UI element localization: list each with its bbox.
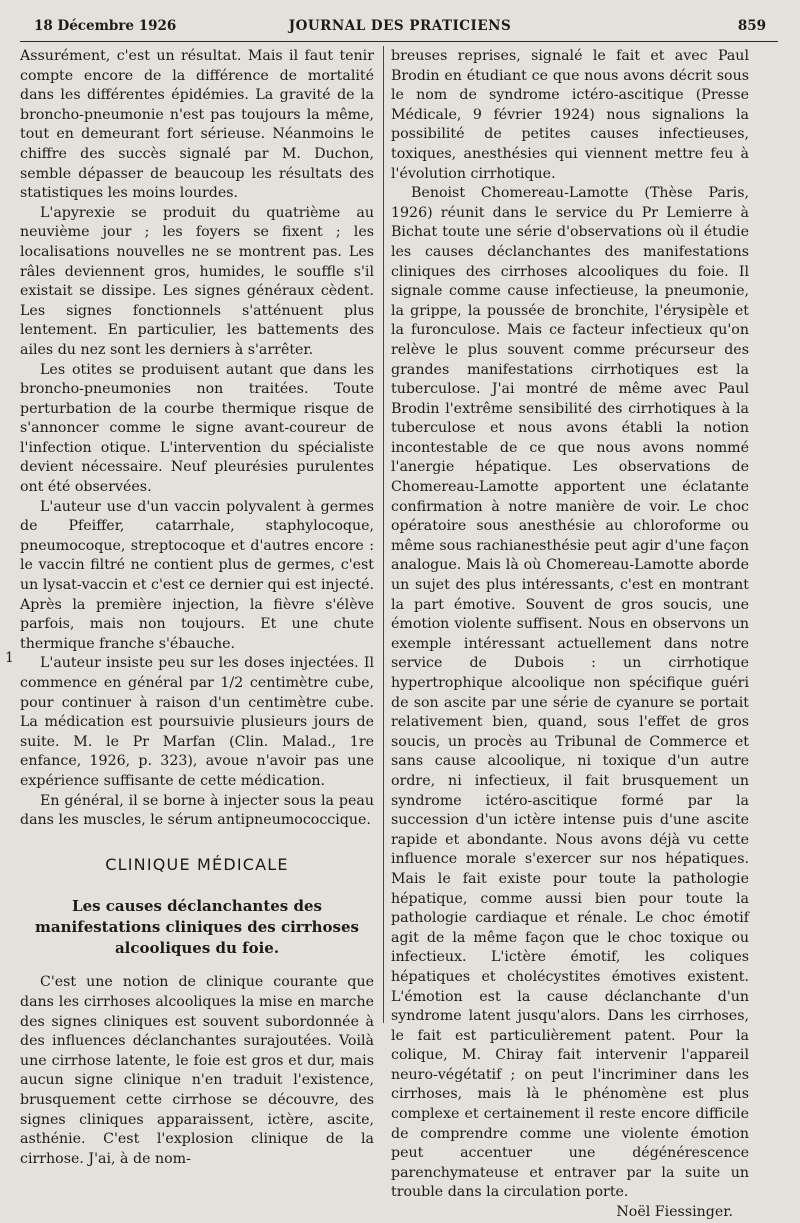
header-journal-title: JOURNAL DES PRATICIENS	[288, 18, 512, 34]
right-paragraph-1: breuses reprises, signalé le fait et avec Paul Brodin en étudiant ce que nous avons décrit sous le nom de syndrome ictéro-ascitique (Presse Médicale, 9 février 1924) nous signalions la possibilité de petites causes infectieuses, toxiques, anesthésies qui viennent mettre feu à l'évolution cirrhotique.	[391, 48, 749, 182]
left-paragraph-5: L'auteur insiste peu sur les doses injectées. Il commence en général par 1/2 centimètre cube, pour continuer à raison d'un centimètre cube. La médication est poursuivie plusieurs jours de suite. M. le Pr Marfan (Clin. Malad., 1re enfance, 1926, p. 323), avoue n'avoir pas une expérience suffisante de cette médication.	[20, 655, 374, 789]
left-paragraph-2: L'apyrexie se produit du quatrième au neuvième jour ; les foyers se fixent ; les localisations nouvelles ne se montrent pas. Les râles deviennent gros, humides, le souffle s'il existait se dissipe. Les signes généraux cèdent. Les signes fonctionnels s'atténuent plus lentement. En particulier, les battements des ailes du nez sont les derniers à s'arrêter.	[20, 204, 374, 358]
column-divider	[383, 46, 384, 1023]
running-header	[34, 18, 766, 40]
left-paragraph-6: En général, il se borne à injecter sous la peau dans les muscles, le sérum antipneumococcique.	[20, 792, 374, 829]
right-column	[391, 47, 749, 1221]
section-heading: CLINIQUE MÉDICALE	[105, 854, 289, 874]
left-paragraph-1: Assurément, c'est un résultat. Mais il faut tenir compte encore de la différence de mortalité dans les différentes épidémies. La gravité de la broncho-pneumonie n'est pas toujours la même, tout en demeurant fort sérieuse. Néanmoins le chiffre des succès signalé par M. Duchon, semble dépasser de beaucoup les résultats des statistiques les moins lourdes.	[20, 48, 374, 202]
left-paragraph-7: C'est une notion de clinique courante que dans les cirrhoses alcooliques la mise en marche des signes cliniques est souvent subordonnée à des influences déclanchantes surajoutées. Voilà une cirrhose latente, le foie est gros et dur, mais aucun signe clinique n'en traduit l'existence, brusquement cette cirrhose se découvre, des signes cliniques apparaissent, ictère, ascite, asthénie. C'est l'explosion clinique de la cirrhose. J'ai, à de nom-	[20, 974, 374, 1167]
margin-mark: 1	[5, 650, 14, 666]
header-date: 18 Décembre 1926	[34, 18, 177, 34]
left-column	[20, 47, 374, 1167]
left-paragraph-3: Les otites se produisent autant que dans les broncho-pneumonies non traitées. Toute perturbation de la courbe thermique risque de s'annoncer comme le signe avant-coureur de l'infection otique. L'intervention du spécialiste devient nécessaire. Neuf pleurésies purulentes ont été observées.	[20, 361, 374, 496]
author-signature: Noël Fiessinger.	[616, 1204, 733, 1221]
right-paragraph-2: Benoist Chomereau-Lamotte (Thèse Paris, 1926) réunit dans le service du Pr Lemierre à Bichat toute une série d'observations où il étudie les causes déclanchantes des manifestations cliniques des cirrhoses alcooliques du foie. Il signale comme cause infectieuse, la pneumonie, la grippe, la poussée de bronchite, l'érysipèle et la furonculose. Mais ce facteur infectieux qu'on relève le plus souvent comme précurseur des grandes manifestations cirrhotiques est la tuberculose. J'ai montré de même avec Paul Brodin l'extrême sensibilité des cirrhotiques à la tuberculose et nous avons établi la notion incontestable de ce que nous avons nommé l'anergie hépatique. Les observations de Chomereau-Lamotte apportent une éclatante confirmation à notre manière de voir. Le choc opératoire sous anesthésie au chloroforme ou même sous rachianesthésie peut agir d'une façon analogue. Mais là où Chomereau-Lamotte aborde un sujet des plus intéressants, c'est en montrant la part émotive. Souvent de gros soucis, une émotion violente suffisent. Nous en observons un exemple intéressant actuellement dans notre service de Dubois : un cirrhotique hypertrophique alcoolique non spécifique guéri de son ascite par une série de cyanure se portait relativement bien, quand, sous l'effet de gros soucis, un procès au Tribunal de Commerce et sans cause alcoolique, ni toxique d'un autre ordre, ni infectieux, il fait brusquement un syndrome ictéro-ascitique formé par la succession d'un ictère intense puis d'une ascite rapide et abondante. Nous avons déjà vu cette influence morale s'exercer sur nos hépatiques. Mais le fait existe pour toute la pathologie hépatique, comme aussi bien pour toute la pathologie cardiaque et rénale. Le choc émotif agit de la même façon que le choc toxique ou infectieux. L'ictère émotif, les coliques hépatiques et cholécystites émotives existent. L'émotion est la cause déclanchante d'un syndrome latent jusqu'alors. Dans les cirrhoses, le fait est particulièrement patent. Pour la colique, M. Chiray fait intervenir l'appareil neuro-végétatif ; on peut l'incriminer dans les cirrhoses, mais là le phénomène est plus complexe et certainement il reste encore difficile de comprendre comme une violente émotion peut accentuer une dégénérescence parenchymateuse et entraver par la suite un trouble dans la circulation porte.	[391, 185, 749, 1201]
left-paragraph-4: L'auteur use d'un vaccin polyvalent à germes de Pfeiffer, catarrhale, staphylocoque, pneumocoque, streptocoque et d'autres encore : le vaccin filtré ne contient plus de germes, c'est un lysat-vaccin et c'est ce dernier qui est injecté. Après la première injection, la fièvre s'élève parfois, mais non toujours. Et une chute thermique franche s'ébauche.	[20, 498, 374, 652]
article-title: Les causes déclanchantes des manifestations cliniques des cirrhoses alcooliques du foie.	[35, 897, 359, 958]
header-page-number: 859	[737, 18, 766, 34]
header-rule	[20, 41, 778, 42]
